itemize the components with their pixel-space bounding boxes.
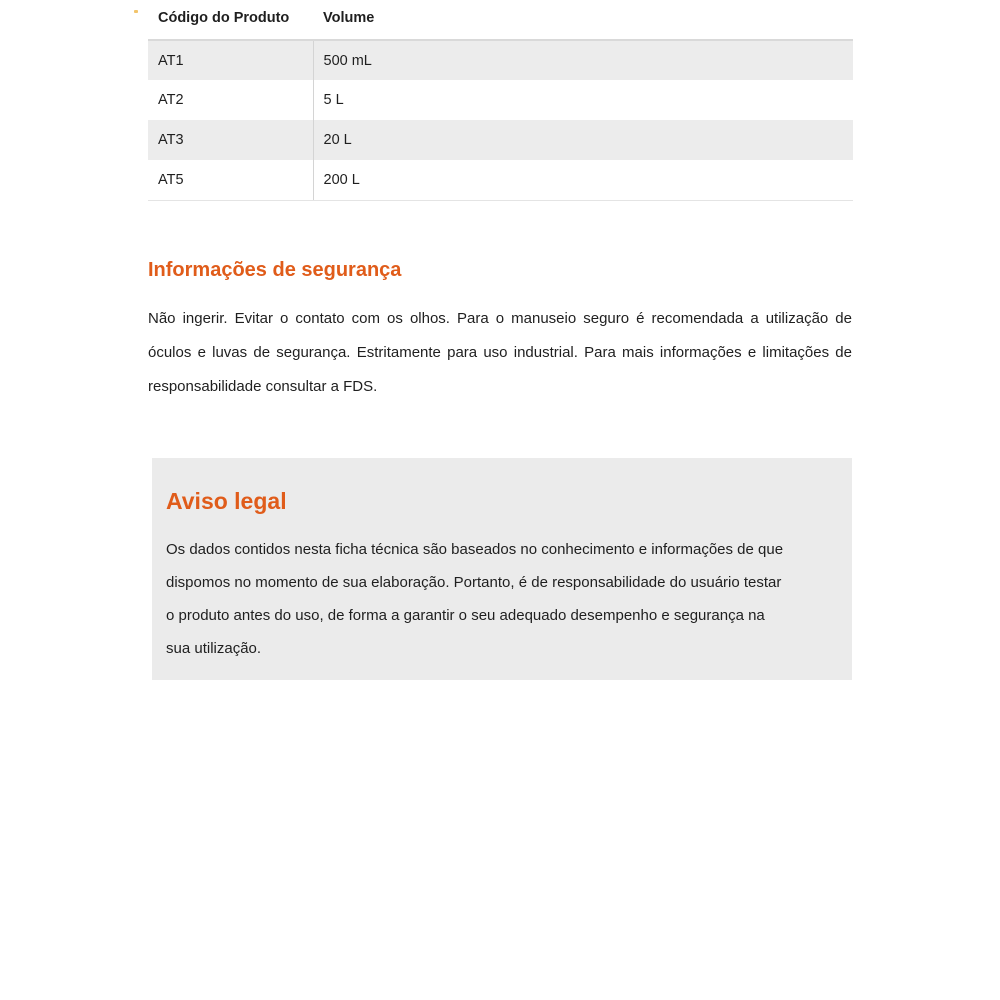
- product-volume-cell: 200 L: [313, 160, 853, 200]
- legal-notice-line: dispomos no momento de sua elaboração. Portanto, é de responsabilidade do usuário testar: [166, 574, 782, 591]
- table-header-row: [148, 0, 853, 40]
- legal-notice-line: Os dados contidos nesta ficha técnica são baseados no conhecimento e informações de que: [166, 541, 784, 558]
- decorative-mark: [134, 10, 138, 13]
- column-header-code: Código do Produto: [148, 0, 313, 40]
- legal-notice-box: [152, 458, 852, 680]
- product-code-cell: AT5: [148, 160, 313, 200]
- safety-section-text: Não ingerir. Evitar o contato com os olhos. Para o manuseio seguro é recomendada a utilização de óculos e luvas de segurança. Estritamente para uso industrial. Para mais informações e limitações de responsabilidade consultar a FDS.: [148, 310, 852, 395]
- table-row: [148, 160, 853, 200]
- product-volume-cell: 5 L: [323, 92, 344, 108]
- product-code-cell: AT3: [148, 120, 313, 160]
- product-volume-table: [148, 0, 853, 201]
- legal-notice-line: sua utilização.: [166, 640, 262, 657]
- table-row: [148, 120, 853, 160]
- product-code-cell: AT1: [148, 40, 313, 80]
- legal-notice-text: [166, 533, 838, 665]
- legal-notice-line: o produto antes do uso, de forma a garantir o seu adequado desempenho e segurança na: [166, 607, 765, 624]
- product-volume-cell: 20 L: [313, 120, 853, 160]
- legal-notice-title: Aviso legal: [166, 488, 287, 514]
- table-row: [148, 80, 853, 120]
- safety-section-title: Informações de segurança: [148, 259, 402, 281]
- table-row: [148, 40, 853, 80]
- column-header-volume: Volume: [313, 0, 853, 40]
- product-volume-cell: 500 mL: [313, 40, 853, 80]
- product-code-cell: AT2: [148, 80, 313, 120]
